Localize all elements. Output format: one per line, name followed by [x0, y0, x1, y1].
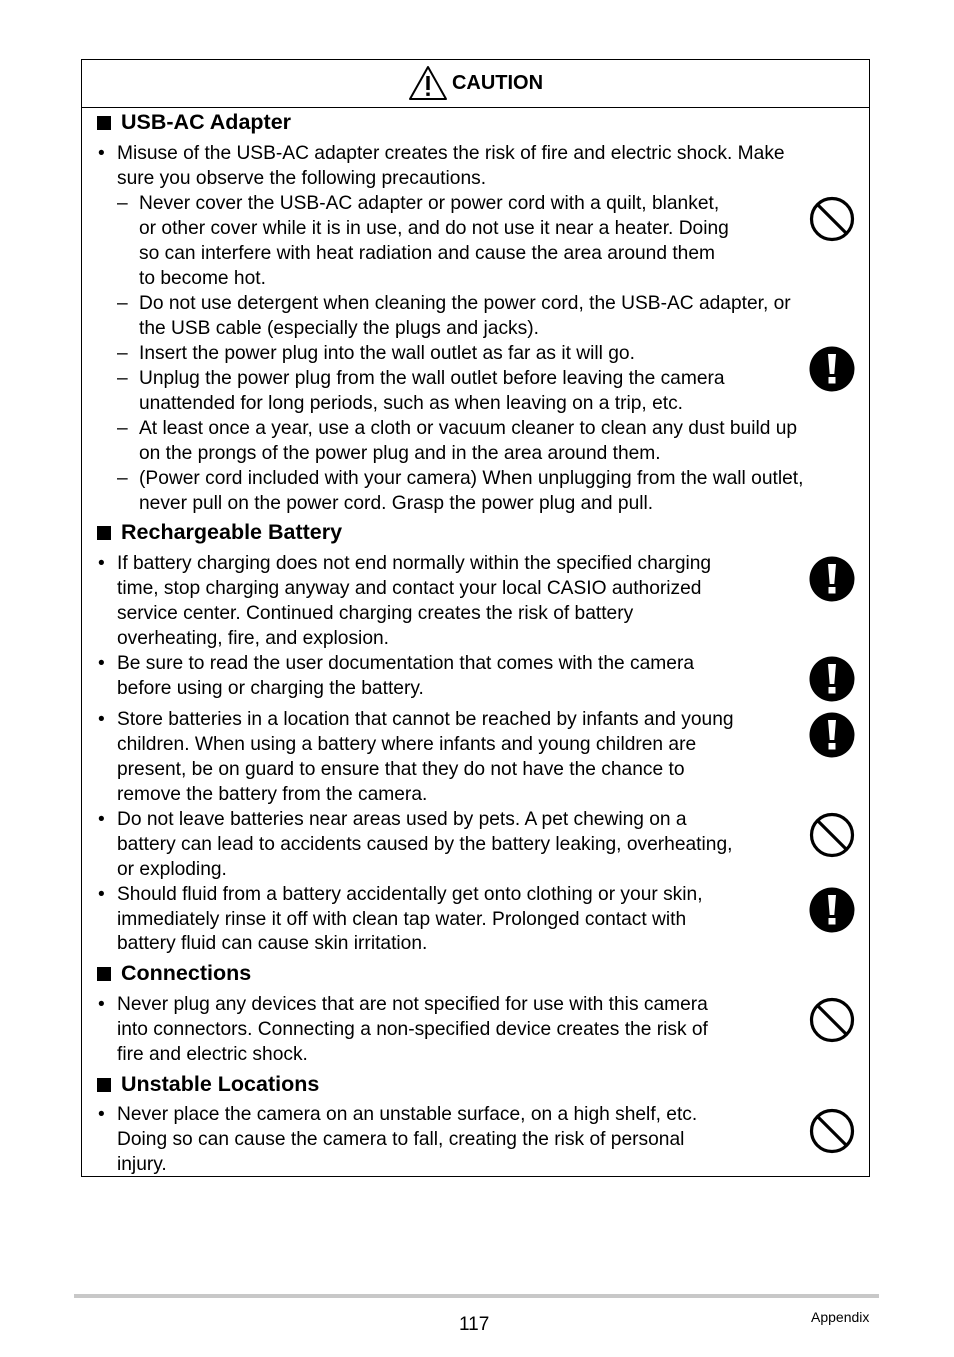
section-heading-connections: Connections	[97, 961, 251, 986]
battery-1-line-4: overheating, fire, and explosion.	[117, 628, 389, 649]
usb-dash5-line-1: At least once a year, use a cloth or vacuum cleaner to clean any dust build up	[139, 418, 798, 439]
battery-3-line-3: present, be on guard to ensure that they do not have the chance to	[117, 759, 685, 780]
prohibition-icon	[809, 997, 855, 1043]
usb-dash4-line-1: Unplug the power plug from the wall outlet before leaving the camera	[139, 368, 725, 389]
usb-intro-line-1: Misuse of the USB-AC adapter creates the risk of fire and electric shock. Make	[117, 143, 785, 164]
warning-triangle-icon	[408, 65, 448, 101]
dash-marker: –	[117, 368, 128, 389]
dash-marker: –	[117, 468, 128, 489]
usb-dash1-line-1: Never cover the USB-AC adapter or power cord with a quilt, blanket,	[139, 193, 720, 214]
battery-5-line-2: immediately rinse it off with clean tap water. Prolonged contact with	[117, 909, 687, 930]
battery-2-line-1: Be sure to read the user documentation that comes with the camera	[117, 653, 695, 674]
usb-dash2-line-2: the USB cable (especially the plugs and jacks).	[139, 318, 539, 339]
mandatory-action-icon	[809, 656, 855, 702]
footer-divider	[74, 1294, 879, 1298]
square-bullet-icon	[97, 526, 111, 540]
usb-dash6-line-1: (Power cord included with your camera) When unplugging from the wall outlet,	[139, 468, 804, 489]
usb-dash1-line-2: or other cover while it is in use, and do not use it near a heater. Doing	[139, 218, 729, 239]
battery-1-line-3: service center. Continued charging creates the risk of battery	[117, 603, 634, 624]
battery-4-line-2: battery can lead to accidents caused by the battery leaking, overheating,	[117, 834, 733, 855]
mandatory-action-icon	[809, 346, 855, 392]
bullet-marker: •	[98, 884, 105, 905]
battery-3-line-2: children. When using a battery where infants and young children are	[117, 734, 697, 755]
section-heading-usb-ac-adapter: USB-AC Adapter	[97, 110, 291, 135]
usb-dash1-line-3: so can interfere with heat radiation and cause the area around them	[139, 243, 715, 264]
unstable-1-line-2: Doing so can cause the camera to fall, creating the risk of personal	[117, 1129, 685, 1150]
square-bullet-icon	[97, 967, 111, 981]
caution-header	[82, 60, 869, 108]
connections-1-line-2: into connectors. Connecting a non-specified device creates the risk of	[117, 1019, 708, 1040]
unstable-1-line-1: Never place the camera on an unstable surface, on a high shelf, etc.	[117, 1104, 698, 1125]
battery-1-line-2: time, stop charging anyway and contact your local CASIO authorized	[117, 578, 702, 599]
usb-dash6-line-2: never pull on the power cord. Grasp the power plug and pull.	[139, 493, 654, 514]
bullet-marker: •	[98, 143, 105, 164]
bullet-marker: •	[98, 709, 105, 730]
battery-3-line-1: Store batteries in a location that cannot be reached by infants and young	[117, 709, 734, 730]
caution-title: CAUTION	[451, 72, 544, 94]
square-bullet-icon	[97, 1078, 111, 1092]
bullet-marker: •	[98, 809, 105, 830]
bullet-marker: •	[98, 1104, 105, 1125]
mandatory-action-icon	[809, 887, 855, 933]
battery-4-line-1: Do not leave batteries near areas used by pets. A pet chewing on a	[117, 809, 687, 830]
usb-dash1-line-4: to become hot.	[139, 268, 266, 289]
prohibition-icon	[809, 196, 855, 242]
battery-2-line-2: before using or charging the battery.	[117, 678, 424, 699]
section-heading-unstable-locations: Unstable Locations	[97, 1072, 319, 1097]
usb-dash4-line-2: unattended for long periods, such as when leaving on a trip, etc.	[139, 393, 683, 414]
bullet-marker: •	[98, 994, 105, 1015]
battery-4-line-3: or exploding.	[117, 859, 227, 880]
unstable-1-line-3: injury.	[117, 1154, 167, 1175]
mandatory-action-icon	[809, 712, 855, 758]
prohibition-icon	[809, 812, 855, 858]
usb-dash5-line-2: on the prongs of the power plug and in the area around them.	[139, 443, 661, 464]
bullet-marker: •	[98, 553, 105, 574]
usb-intro-line-2: sure you observe the following precautions.	[117, 168, 487, 189]
dash-marker: –	[117, 293, 128, 314]
bullet-marker: •	[98, 653, 105, 674]
footer-section-label: Appendix	[811, 1309, 870, 1325]
page-number: 117	[459, 1314, 490, 1335]
usb-dash2-line-1: Do not use detergent when cleaning the power cord, the USB-AC adapter, or	[139, 293, 791, 314]
square-bullet-icon	[97, 116, 111, 130]
dash-marker: –	[117, 193, 128, 214]
mandatory-action-icon	[809, 556, 855, 602]
battery-1-line-1: If battery charging does not end normally within the specified charging	[117, 553, 712, 574]
prohibition-icon	[809, 1108, 855, 1154]
usb-dash3-line-1: Insert the power plug into the wall outlet as far as it will go.	[139, 343, 635, 364]
battery-5-line-1: Should fluid from a battery accidentally get onto clothing or your skin,	[117, 884, 703, 905]
battery-3-line-4: remove the battery from the camera.	[117, 784, 428, 805]
dash-marker: –	[117, 418, 128, 439]
connections-1-line-3: fire and electric shock.	[117, 1044, 308, 1065]
section-heading-rechargeable-battery: Rechargeable Battery	[97, 520, 342, 545]
connections-1-line-1: Never plug any devices that are not specified for use with this camera	[117, 994, 708, 1015]
battery-5-line-3: battery fluid can cause skin irritation.	[117, 933, 428, 954]
dash-marker: –	[117, 343, 128, 364]
